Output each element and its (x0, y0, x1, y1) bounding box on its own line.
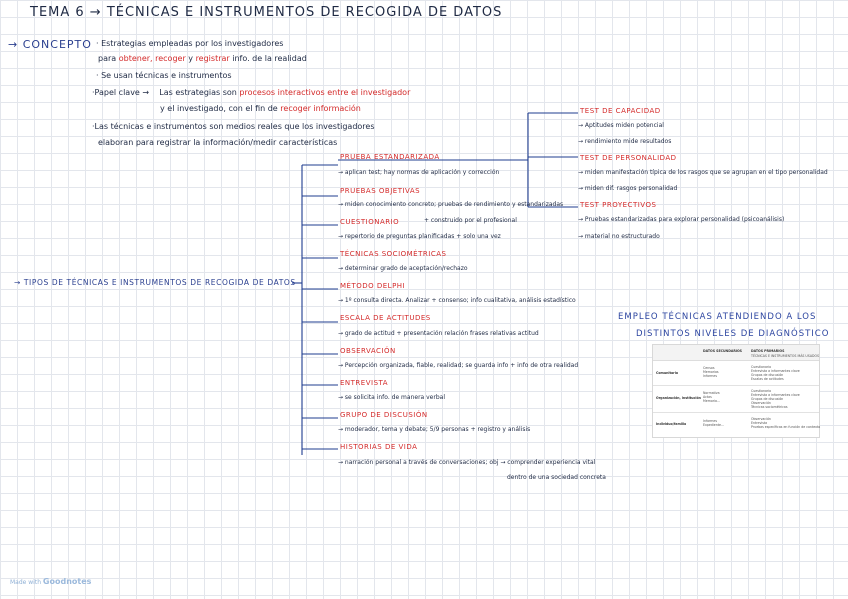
concepto-line-4: ·Papel clave → Las estrategias son procesos interactivos entre el investigador (92, 88, 411, 97)
branch-metodo-delphi-desc: → 1º consulta directa. Analizar + consenso; info cualitativa, análisis estadístico (338, 297, 576, 304)
branch-cuestionario-extra: + construido por el profesional (424, 217, 517, 224)
test-proyectivos-point-1: → Pruebas estandarizadas para explorar personalidad (psicoanálisis) (578, 216, 785, 223)
concepto-line-1: · Estrategias empleadas por los investigadores (96, 39, 284, 48)
table-cell: Informes (703, 374, 718, 378)
table-cell: Censos (703, 366, 715, 370)
table-cell: Escalas de actitudes (751, 377, 784, 381)
branch-cuestionario: CUESTIONARIO (340, 218, 400, 226)
branch-escala-actitudes-desc: → grado de actitud + presentación relación frases relativas actitud (338, 330, 539, 337)
branch-prueba-estandarizada-desc: → aplican test; hay normas de aplicación y corrección (338, 169, 500, 176)
table-cell: Entrevista (751, 421, 768, 425)
table-row-label: Individuo/familia (656, 422, 687, 426)
page-title: TEMA 6 → TÉCNICAS E INSTRUMENTOS DE RECOGIDA DE DATOS (30, 5, 503, 20)
branch-pruebas-objetivas-desc: → miden conocimiento concreto; pruebas de rendimiento y estandarizadas (338, 201, 564, 208)
table-cell: Informes (703, 419, 718, 423)
branch-tecnicas-sociometricas: TÉCNICAS SOCIOMÉTRICAS (340, 250, 447, 258)
table-cell: Cuestionario (751, 365, 772, 369)
test-personalidad-point-1: → miden manifestación típica de los rasgos que se agrupan en el tipo personalidad (578, 169, 828, 176)
branch-observacion: OBSERVACIÓN (340, 347, 396, 355)
table-cell: Expediente... (703, 423, 725, 427)
branch-entrevista: ENTREVISTA (340, 379, 389, 387)
table-cell: Observación (751, 417, 771, 421)
test-proyectivos: TEST PROYECTIVOS (580, 201, 657, 209)
diagnostico-table (652, 344, 820, 438)
goodnotes-watermark: Made with Goodnotes (10, 577, 92, 586)
table-cell: Normativa (703, 391, 720, 395)
tipos-label: → TIPOS DE TÉCNICAS E INSTRUMENTOS DE RECOGIDA DE DATOS (14, 278, 296, 287)
branch-entrevista-desc: → se solicita info. de manera verbal (338, 394, 445, 401)
test-capacidad-point-2: → rendimiento mide resultados (578, 138, 672, 145)
table-cell: Memorias (703, 370, 719, 374)
empleo-heading-line-2: DISTINTOS NIVELES DE DIAGNÓSTICO (636, 329, 830, 339)
table-cell: Actas (703, 395, 712, 399)
table-cell: Grupos de discusión (751, 373, 784, 377)
branch-tecnicas-sociometricas-desc: → determinar grado de aceptación/rechazo (338, 265, 468, 272)
concepto-line-6: ·Las técnicas e instrumentos son medios reales que los investigadores (92, 122, 375, 131)
branch-historias-vida: HISTORIAS DE VIDA (340, 443, 418, 451)
table-col-secundarios: DATOS SECUNDARIOS (703, 349, 742, 353)
table-col-primarios: DATOS PRIMARIOS (751, 349, 785, 353)
table-cell: Entrevista a informantes clave (751, 393, 800, 397)
concepto-line-2: para obtener, recoger y registrar info. de la realidad (98, 54, 307, 63)
branch-historias-vida-desc: → narración personal a través de conversaciones; obj → comprender experiencia vital (338, 459, 596, 466)
table-cell: Grupos de discusión (751, 397, 784, 401)
table-cell: Entrevista a informantes clave (751, 369, 800, 373)
test-proyectivos-point-2: → material no estructurado (578, 233, 660, 240)
empleo-heading-line-1: EMPLEO TÉCNICAS ATENDIENDO A LOS (618, 312, 817, 322)
concepto-line-7: elaboran para registrar la información/medir características (98, 138, 338, 147)
branch-grupo-discusion: GRUPO DE DISCUSIÓN (340, 411, 428, 419)
test-capacidad-point-1: → Aptitudes miden potencial (578, 122, 664, 129)
table-col-sub: TÉCNICAS E INSTRUMENTOS MÁS USADOS (751, 354, 820, 358)
table-row-label: Organización, institución (656, 396, 701, 400)
branch-metodo-delphi: MÉTODO DELPHI (340, 282, 406, 290)
branch-escala-actitudes: ESCALA DE ACTITUDES (340, 314, 431, 322)
test-personalidad: TEST DE PERSONALIDAD (580, 154, 677, 162)
table-cell: Memoria... (703, 399, 720, 403)
branch-observacion-desc: → Percepción organizada, fiable, realidad; se guarda info + info de otra realidad (338, 362, 579, 369)
concepto-line-3: · Se usan técnicas e instrumentos (96, 71, 232, 80)
branch-historias-vida-desc-2: dentro de una sociedad concreta (507, 474, 606, 481)
branch-prueba-estandarizada: PRUEBA ESTANDARIZADA (340, 153, 440, 161)
table-cell: Cuestionario (751, 389, 772, 393)
branch-cuestionario-desc: → repertorio de preguntas planificadas + solo una vez (338, 233, 501, 240)
table-cell: Observación (751, 401, 771, 405)
table-row-label: Comunitario (656, 371, 679, 375)
branch-grupo-discusion-desc: → moderador, tema y debate; 5/9 personas + registro y análisis (338, 426, 531, 433)
concepto-line-5: y el investigado, con el fin de recoger información (160, 104, 361, 113)
table-cell: Pruebas específicas en función de contexto (751, 425, 821, 429)
test-personalidad-point-2: → miden dif. rasgos personalidad (578, 185, 678, 192)
table-cell: Técnicas sociométricas (751, 405, 788, 409)
branch-pruebas-objetivas: PRUEBAS OBJETIVAS (340, 187, 421, 195)
concepto-label: → CONCEPTO (8, 38, 92, 51)
test-capacidad: TEST DE CAPACIDAD (580, 107, 661, 115)
